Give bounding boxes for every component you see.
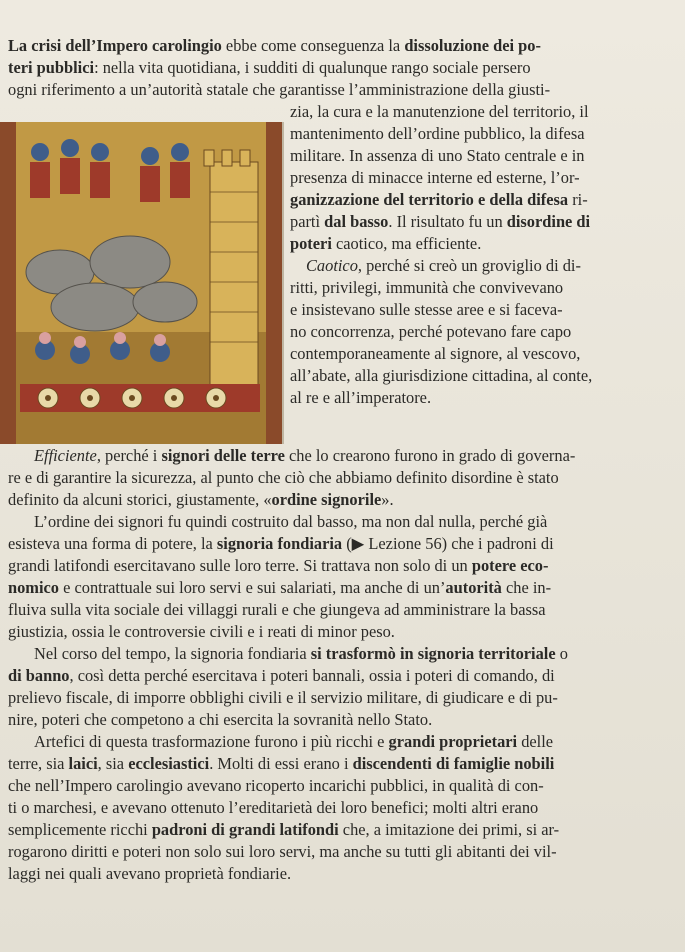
text-line-13: e insistevano sulle stesse aree e si faceva- [290,300,563,319]
text-line-12: ritti, privilegi, immunità che convivevano [290,278,564,297]
text-line-10: poteri caotico, ma efficiente. [290,234,482,253]
text-line-2: teri pubblici: nella vita quotidiana, i sudditi di qualunque rango sociale persero [8,58,531,77]
text-line-36: rogarono diritti e poteri non solo sui loro servi, ma anche su tutti gli abitanti dei vil- [8,842,557,861]
medieval-castle-siege-miniature [0,122,284,444]
text-line-19: re e di garantire la sicurezza, al punto che ciò che abbiamo definito disordine è stato [8,468,559,487]
text-line-3: ogni riferimento a un’autorità statale che garantisse l’amministrazione della giusti- [8,80,551,99]
text-line-37: laggi nei quali avevano proprietà fondiarie. [8,864,292,883]
text-line-18: Efficiente, perché i signori delle terre che lo crearono furono in grado di governa- [34,446,576,465]
text-line-16: all’abate, alla giurisdizione cittadina, al conte, [290,366,593,385]
text-line-23: grandi latifondi esercitavano sulle loro terre. Si trattava non solo di un potere eco- [8,556,549,575]
text-line-22: esisteva una forma di potere, la signoria fondiaria (▶ Lezione 56) che i padroni di [8,534,554,553]
text-line-11: Caotico, perché si creò un groviglio di di- [306,256,581,275]
text-line-32: terre, sia laici, sia ecclesiastici. Molti di essi erano i discendenti di famiglie nobili [8,754,555,773]
text-line-4: zia, la cura e la manutenzione del territorio, il [290,102,589,121]
text-line-24: nomico e contrattuale sui loro servi e sui salariati, ma anche di un’autorità che in- [8,578,552,597]
text-line-33: che nell’Impero carolingio avevano ricoperto incarichi pubblici, in qualità di con- [8,776,544,795]
text-line-8: ganizzazione del territorio e della difesa ri- [290,190,588,209]
text-line-34: ti o marchesi, e avevano ottenuto l’ereditarietà dei loro benefici; molti altri erano [8,798,539,817]
text-line-15: contemporaneamente al signore, al vescovo, [290,344,581,363]
text-line-28: di banno, così detta perché esercitava i poteri bannali, ossia i poteri di comando, di [8,666,555,685]
text-line-9: partì dal basso. Il risultato fu un disordine di [290,212,591,231]
text-line-20: definito da alcuni storici, giustamente, «ordine signorile». [8,490,394,509]
text-line-30: nire, poteri che competono a chi esercita la sovranità nello Stato. [8,710,433,729]
text-line-26: giustizia, ossia le controversie civili e i reati di minor peso. [8,622,395,641]
text-line-5: mantenimento dell’ordine pubblico, la difesa [290,124,585,143]
text-line-25: fluiva sulla vita sociale dei villaggi rurali e che giungeva ad amministrare la bassa [8,600,546,619]
text-line-35: semplicemente ricchi padroni di grandi latifondi che, a imitazione dei primi, si ar- [8,820,560,839]
text-line-31: Artefici di questa trasformazione furono i più ricchi e grandi proprietari delle [34,732,554,751]
text-line-7: presenza di minacce interne ed esterne, l’or- [290,168,580,187]
text-line-1: La crisi dell’Impero carolingio ebbe come conseguenza la dissoluzione dei po- [8,36,541,55]
text-line-29: prelievo fiscale, di imporre obblighi civili e il servizio militare, di giudicare e di pu- [8,688,558,707]
text-line-21: L’ordine dei signori fu quindi costruito dal basso, ma non dal nulla, perché già [34,512,548,531]
text-line-27: Nel corso del tempo, la signoria fondiaria si trasformò in signoria territoriale o [34,644,568,663]
text-line-14: no concorrenza, perché potevano fare capo [290,322,572,341]
text-line-17: al re e all’imperatore. [290,388,432,407]
text-line-6: militare. In assenza di uno Stato centrale e in [290,146,585,165]
